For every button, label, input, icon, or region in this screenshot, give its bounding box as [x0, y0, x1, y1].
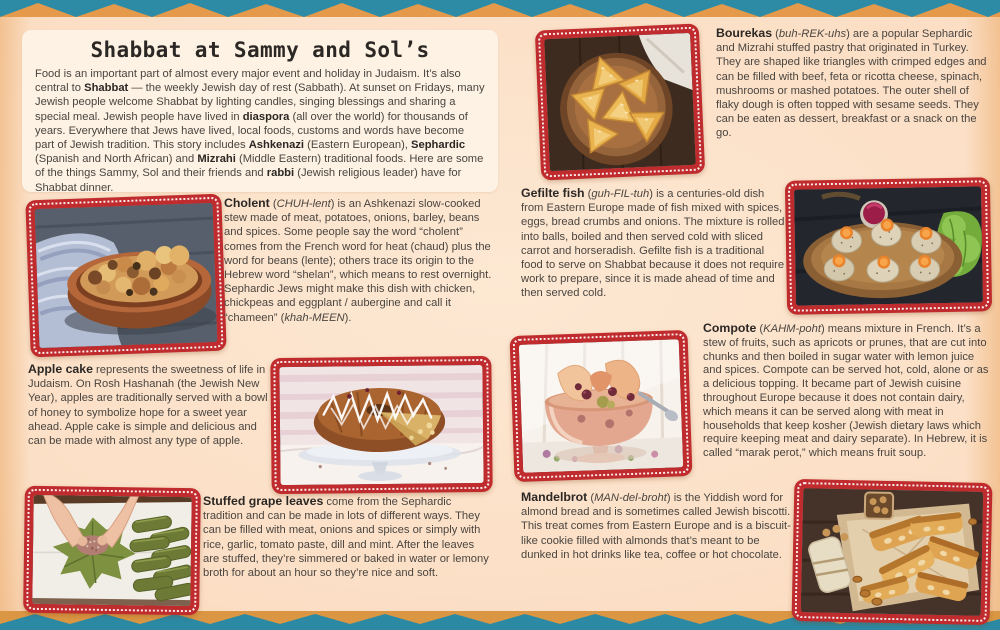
gefilte-fish-illustration [794, 186, 983, 305]
intro-paragraph: Food is an important part of almost every major event and holiday in Judaism. It’s also central to Shabbat — the weekly Jewish day of rest (Sabbath). At sunset on Fridays, many Jewish people welcome Shabbat by lighting candles, singing blessings and sharing a special meal. Jewish people have lived in diaspora (all over the world) for thousands of years. Everywhere that Jews have lived, local foods, customs and words have become part of Jewish tradition. This story includes Ashkenazi (Eastern European), Sephardic (Spanish and North African) and Mizrahi (Middle Eastern) traditional foods. Here are some of the things Sammy, Sol and their friends and rabbi (Jewish religious leader) have for Shabbat dinner. [35, 68, 485, 194]
cholent-text: Cholent (CHUH-lent) is an Ashkenazi slow-cooked stew made of meat, potatoes, onions, barley, beans and spices. Some people say the word “cholent” comes from the French word for heat (chaud) plus the word for beans (lente); others trace its origin to the Hebrew word “shelan”, which means to rest overnight. Sephardic Jews might make this dish with chicken, chickpeas and eggplant / aubergine and call it “chameen” (khah-MEEN). [224, 196, 492, 324]
grape-leaves-photo-frame [23, 486, 201, 615]
mandelbrot-illustration [801, 488, 984, 616]
compote-photo [519, 339, 683, 473]
bourekas-text: Bourekas (buh-REK-uhs) are a popular Sephardic and Mizrahi stuffed pastry that originated in Turkey. They are shaped like triangles with crimped edges and can be filled with beef, feta or ricotta cheese, spinach, mushrooms or mashed potatoes. The outer shell of flaky dough is often topped with sesame seeds. They can be eaten as dessert, breakfast or a snack on the go. [716, 26, 987, 140]
bourekas-illustration [544, 33, 696, 171]
compote-photo-frame [510, 330, 693, 482]
bourekas-photo [544, 33, 696, 171]
cholent-photo [35, 203, 218, 348]
top-zigzag-border [0, 0, 1000, 17]
stuffed-grape-leaves-photo [32, 495, 192, 606]
apple-cake-photo [279, 365, 483, 485]
gefilte-fish-photo-frame [785, 177, 992, 315]
apple-cake-illustration [279, 365, 483, 485]
gefilte-fish-photo [794, 186, 983, 305]
mandelbrot-text: Mandelbrot (MAN-del-broht) is the Yiddish word for almond bread and is sometimes called Jewish biscotti. This treat comes from Eastern Europe and is a biscuit-like cookie filled with almonds that’s meant to be dunked in hot drinks like tea, coffee or hot chocolate. [521, 490, 791, 561]
cholent-photo-frame [25, 194, 226, 358]
bourekas-photo-frame [535, 23, 705, 180]
grape-leaves-text: Stuffed grape leaves come from the Sephardic tradition and can be made in lots of different ways. They can be filled with meat, onions and spices or simply with rice, garlic, tomato paste, dill and mint. After the leaves are stuffed, they’re simmered or baked in water or lemony broth for about an hour so they’re nice and soft. [203, 494, 489, 580]
mandelbrot-photo-frame [792, 479, 993, 625]
compote-illustration [519, 339, 683, 473]
grape-leaves-illustration [32, 495, 192, 606]
apple-cake-photo-frame [270, 356, 492, 494]
gefilte-fish-text: Gefilte fish (guh-FIL-tuh) is a centuries-old dish from Eastern Europe made of fish mixed with spices, eggs, bread crumbs and onions. The mixture is rolled into balls, boiled and then served cold with sliced carrot and horseradish. Gefilte fish is a traditional food to serve on Shabbat because it does not require work to prepare, since it is made ahead of time and then served cold. [521, 186, 785, 300]
compote-text: Compote (KAHM-poht) means mixture in French. It’s a stew of fruits, such as apricots or prunes, that are cut into chunks and then boiled in sugar water with lemon juice and spices. Compote can be served hot, cold, alone or as a delicious topping. It became part of Jewish cuisine throughout Europe because it does not contain dairy, which means it can be served along with meat in households that keep kosher (Jewish dietary laws which require keeping meat and dairy separate). In Hebrew, it is called “marak perot,” which means fruit soup. [703, 321, 989, 460]
page-title: Shabbat at Sammy and Sol’s [90, 38, 430, 62]
intro-panel [22, 30, 498, 192]
apple-cake-text: Apple cake represents the sweetness of life in Judaism. On Rosh Hashanah (the Jewish New Year), apples are traditionally served with a bowl of honey to symbolize hope for a sweet year ahead. Apple cake is simple and delicious and can be made with almost any type of apple. [28, 362, 268, 448]
cholent-stew-illustration [35, 203, 218, 348]
mandelbrot-photo [801, 488, 984, 616]
